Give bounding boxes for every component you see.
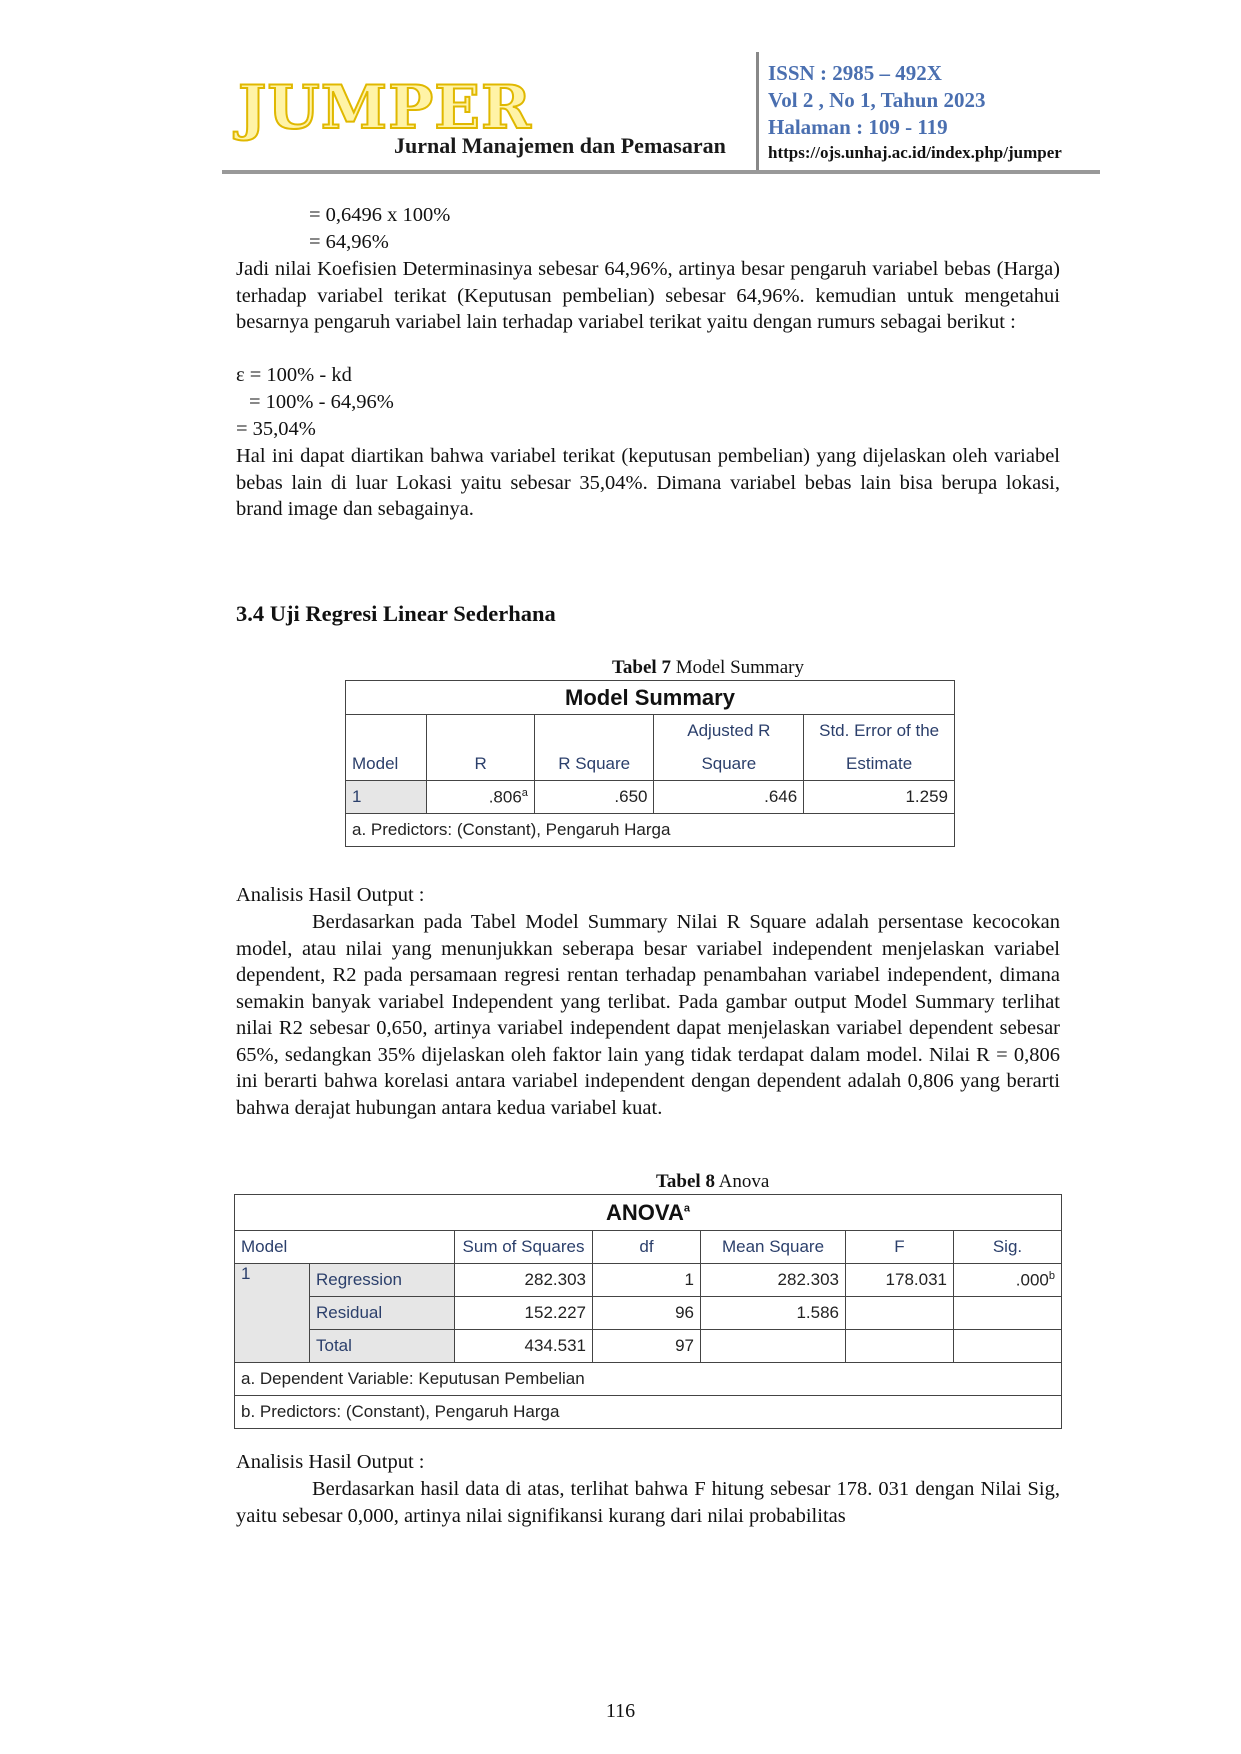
table8-caption (656, 1171, 769, 1193)
table8-row (235, 1297, 1062, 1330)
page-number: 116 (605, 1700, 636, 1722)
table8-cell-f: 178.031 (846, 1264, 954, 1297)
table8-cell-ss: 282.303 (455, 1264, 593, 1297)
table7-header-cell (346, 715, 427, 748)
table8-row (235, 1330, 1062, 1363)
table8-title-text: ANOVA (606, 1199, 684, 1225)
calc-line-2: = 64,96% (309, 231, 389, 253)
calc-line-1: = 0,6496 x 100% (309, 204, 451, 226)
pages: Halaman : 109 - 119 (768, 115, 948, 139)
paragraph-analysis-1 (236, 909, 1060, 1121)
table8-cell-ss: 434.531 (455, 1330, 593, 1363)
table8-row (235, 1264, 1062, 1297)
journal-logo: JUMPER (238, 73, 532, 143)
table7-cell-model: 1 (346, 781, 427, 814)
table7-header-adj-r: Adjusted R (654, 715, 804, 748)
table8-header-model: Model (235, 1231, 455, 1264)
table8-footnote-a: a. Dependent Variable: Keputusan Pembelian (235, 1363, 1062, 1396)
table8-cell-ms: 1.586 (701, 1297, 846, 1330)
table8-cell-model: 1 (235, 1264, 310, 1363)
journal-meta (768, 60, 985, 141)
table8-cell-df: 1 (593, 1264, 701, 1297)
table8-title (235, 1195, 1062, 1231)
table7-header-cell (534, 715, 654, 748)
volume: Vol 2 , No 1, Tahun 2023 (768, 88, 986, 112)
table7-caption (612, 657, 804, 679)
table7-cell-r (427, 781, 535, 814)
table7-header-std-err-2: Estimate (804, 748, 955, 781)
analysis-heading-2: Analisis Hasil Output : (236, 1451, 425, 1473)
table8-footnote-b: b. Predictors: (Constant), Pengaruh Harga (235, 1396, 1062, 1429)
table8-cell-df: 97 (593, 1330, 701, 1363)
epsilon-line-1: ε = 100% - kd (236, 364, 352, 386)
journal-subtitle: Jurnal Manajemen dan Pemasaran (394, 133, 726, 158)
table8-cell-sig (954, 1297, 1062, 1330)
paragraph-kd (236, 256, 1060, 336)
table8-header-f: F (846, 1231, 954, 1264)
table7-row (346, 781, 955, 814)
table7-cell-r-square: .650 (534, 781, 654, 814)
table8-cell-f (846, 1330, 954, 1363)
issn: ISSN : 2985 – 492X (768, 61, 942, 85)
table8-sig-value: .000 (1015, 1270, 1049, 1290)
table8-cell-ms (701, 1330, 846, 1363)
table8-header-ss: Sum of Squares (455, 1231, 593, 1264)
table8-cell-ms: 282.303 (701, 1264, 846, 1297)
table7-cell-adj-r: .646 (654, 781, 804, 814)
table8-row-label: Residual (310, 1297, 455, 1330)
table7-title: Model Summary (346, 681, 955, 715)
table8-cell-f (846, 1297, 954, 1330)
table7-header-r: R (427, 748, 535, 781)
table8-cell-sig (954, 1330, 1062, 1363)
paragraph-text: Jadi nilai Koefisien Determinasinya sebesar 64,96%, artinya besar pengaruh variabel bebas (Harga) terhadap variabel terikat (Keputusan pembelian) sebesar 64,96%. kemudian untuk mengetahui besarnya pengaruh variabel lain terhadap variabel terikat yaitu dengan rumurs sebagai berikut : (236, 258, 1060, 333)
table7-header-r-square: R Square (534, 748, 654, 781)
table8-cell-ss: 152.227 (455, 1297, 593, 1330)
table7-footnote: a. Predictors: (Constant), Pengaruh Harga (346, 814, 955, 847)
table8-row-label: Total (310, 1330, 455, 1363)
analysis-heading-1: Analisis Hasil Output : (236, 884, 425, 906)
table8-cell-df: 96 (593, 1297, 701, 1330)
table8-sig-sup: b (1048, 1269, 1055, 1282)
table8-header-sig: Sig. (954, 1231, 1062, 1264)
journal-url[interactable]: https://ojs.unhaj.ac.id/index.php/jumper (768, 143, 1062, 162)
table8-anova (234, 1194, 1062, 1429)
table7-model-summary (345, 680, 955, 847)
paragraph-text: Berdasarkan hasil data di atas, terlihat bahwa F hitung sebesar 178. 031 dengan Nilai Sig, yaitu sebesar 0,000, artinya nilai signifikansi kurang dari nilai probabilitas (236, 1478, 1060, 1527)
epsilon-line-3: = 35,04% (236, 418, 316, 440)
epsilon-line-2: = 100% - 64,96% (249, 391, 394, 413)
paragraph-lain (236, 443, 1060, 523)
table7-cell-std-err: 1.259 (804, 781, 955, 814)
paragraph-text: Hal ini dapat diartikan bahwa variabel terikat (keputusan pembelian) yang dijelaskan oleh variabel bebas lain di luar Lokasi yaitu sebesar 35,04%. Dimana variabel bebas lain bisa berupa lokasi, brand image dan sebagainya. (236, 445, 1060, 520)
table8-cell-sig (954, 1264, 1062, 1297)
table8-caption-text: Anova (714, 1171, 770, 1192)
section-title: 3.4 Uji Regresi Linear Sederhana (236, 601, 556, 626)
table8-row-label: Regression (310, 1264, 455, 1297)
table8-caption-label: Tabel 8 (656, 1171, 715, 1192)
table7-header-adj-r-2: Square (654, 748, 804, 781)
table7-header-model: Model (346, 748, 427, 781)
paragraph-text: Berdasarkan pada Tabel Model Summary Nilai R Square adalah persentase kecocokan model, atau nilai yang menunjukkan seberapa besar variabel independent menjelaskan variabel dependent, R2 pada persamaan regresi rentan terhadap penambahan variabel independent, dimana semakin banyak variabel Independent yang terlibat. Pada gambar output Model Summary terlihat nilai R2 sebesar 0,650, artinya variabel independent dapat menjelaskan variabel dependent sebesar 65%, sedangkan 35% dijelaskan oleh faktor lain yang tidak terdapat dalam model. Nilai R = 0,806 ini berarti bahwa korelasi antara variabel independent dengan dependent adalah 0,806 yang berarti bahwa derajat hubungan antara kedua variabel kuat. (236, 911, 1060, 1119)
table7-header-cell (427, 715, 535, 748)
table8-header-ms: Mean Square (701, 1231, 846, 1264)
table7-caption-text: Model Summary (670, 657, 804, 678)
paragraph-analysis-2 (236, 1476, 1060, 1529)
header-divider-vertical (756, 52, 759, 172)
table7-r-sup: a (521, 786, 528, 799)
table7-r-value: .806 (488, 787, 522, 807)
table7-header-std-err: Std. Error of the (804, 715, 955, 748)
table8-header-df: df (593, 1231, 701, 1264)
table7-caption-label: Tabel 7 (612, 657, 671, 678)
table8-title-sup: a (683, 1202, 690, 1215)
header-divider (222, 170, 1100, 174)
